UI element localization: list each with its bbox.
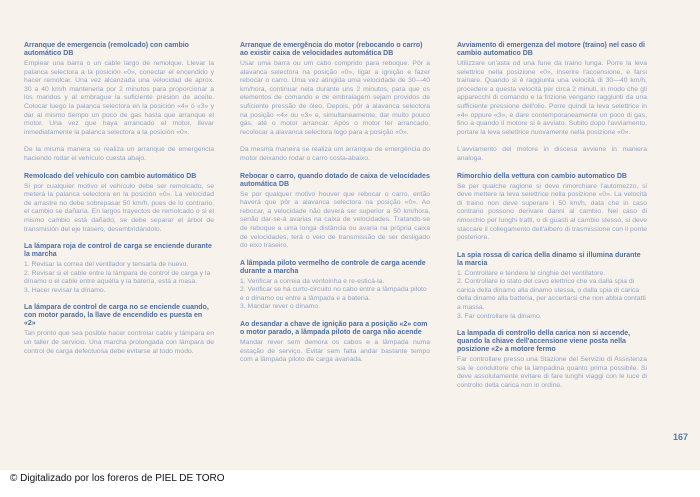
list-item: 1. Revisar la correa del ventilador y tensarla de nuevo. <box>24 261 189 269</box>
paragraph: Mandar rever sem demora os cabos e a lâmpada numa estação de serviço. Evitar sem falta andar bastante tempo com a lâmpada piloto de carga avariada. <box>240 339 430 364</box>
column-spanish <box>24 42 214 365</box>
heading: Rebocar o carro, quando dotado de caixa de velocidades automática DB <box>240 172 430 188</box>
list-item: 3. Far controllare la dinamo. <box>457 312 542 320</box>
paragraph: Emplear una barra o un cable largo de remolque. Llevar la palanca selectora a la posición «0», conectar el encendido y hacer remolcar. Una vez alcanzada una velocidad de aprox. 30 a 40 km/h mantenerla por 2 minutos para proporcionar a los mandos y al embrague la suficiente presión de aceite. Colocar luego la palanca selectora en la posición «4» ó «3» y dar al mismo tiempo un poco de gas hasta que arranque el motor. Una vez que haya arrancado el motor, llevar inmediatamente la palanca selectora a la posición «0». <box>24 60 214 136</box>
paragraph: De la misma manera se realiza un arranque de emergencia haciendo rodar el vehículo cuesta abajo. <box>24 146 214 162</box>
footer-credit: © Digitalizado por los foreros de PIEL DE TORO <box>10 473 225 484</box>
list-item: 1. Verificar a correia da ventoinha e re-esticá-la. <box>240 277 385 285</box>
paragraph: Tan pronto que sea posible hacer controlar cable y lámpara en un taller de servicio. Una marcha prolongada con lámpara de control de carga defectuosa debe evitarse al todo modo. <box>24 330 214 355</box>
heading: La lámpara roja de control de carga se enciende durante la marcha <box>24 243 212 259</box>
steps-list <box>457 270 647 322</box>
paragraph: Da mesma maneira se realiza um arranque de emergência do motor deixando rodar o carro costa-abaixo. <box>240 146 430 162</box>
steps-list <box>24 261 214 295</box>
list-item: 2. Controllare lo stato del cavo elettrico che va dalla spia di carica della dinamo alla dinamo stessa, o dalla spia di carica della dinamo alla batteria, per accertarsi che non abbia contatti a massa. <box>457 278 646 312</box>
column-portuguese <box>240 42 430 374</box>
list-item: 3. Mandar rever o dínamo. <box>240 303 321 311</box>
heading: Avviamento di emergenza del motore (traino) nel caso di cambio automatico DB <box>457 42 646 57</box>
heading: Arranque de emergência do motor (rebocando o carro) ao existir caixa de velocidades automática DB <box>240 42 423 57</box>
paragraph: Se per qualche ragione si deve rimorchiare l'automezzo, si deve mettere la leva selettrice nella posizione «0». La velocità di traino non deve superare i 50 km/h, data che in caso contrario possono derivare danni al cambio. Nel caso di rimorchio per lunghi tratti, o di guasti al cambio stesso, si deve staccare il collegamento dell'albero di trasmissione con il ponte posteriore. <box>457 182 647 242</box>
list-item: 2. Revisar si el cable entre la lámpara de control de carga y la dínamo o el cable entre aquélla y la batería, está a masa. <box>24 269 211 286</box>
heading: Rimorchio della vettura con cambio automatico DB <box>457 172 627 180</box>
heading: La lámpara de control de carga no se enciende cuando, con motor parado, la llave de encendido es puesta en «2» <box>24 304 209 328</box>
page-number: 167 <box>673 432 689 442</box>
heading: La lampada di controllo della carica non si accende, quando la chiave dell'accensione viene posta nella posizione «2» a motore fermo <box>457 330 631 354</box>
heading: Ao desandar a chave de ignição para a posição «2» com o motor parado, a lâmpada piloto de carga não acende <box>240 321 428 337</box>
paragraph: L'avviamento del motore in discesa avviene in maniera analoga. <box>457 146 647 162</box>
list-item: 2. Verificar se há curto-circuito no cabo entre a lâmpada piloto e o dínamo ou entre a lâmpada e a bateria. <box>240 286 427 302</box>
column-italian <box>457 42 647 400</box>
heading: A lâmpada piloto vermelho de controle de carga acende durante a marcha <box>240 259 426 275</box>
list-item: 3. Hacer revisar la dínamo. <box>24 286 106 294</box>
paragraph: Utilizzare un'asta od una fune da traino lunga. Porre la leva selettrice nella posizione «0», inserire l'accensione, e farsi trainare. Quando si è raggiunta una velocità di 30—40 km/h, procedere a questa velocità per circa 2 minuti, in modo che gli apparecchi di comando e la frizione vengano raggiunti da una sufficiente pressione dell'olio. Porre quindi la leva selettrice in «4» oppure «3», e dare contemporaneamente un poco di gas, fino a quando il motore si è avviato. Subito dopo l'avviamento, portare la leva selettrice nuovamente nella posizione «0». <box>457 60 647 136</box>
heading: Remolcado del vehículo con cambio automático DB <box>24 172 197 180</box>
paragraph: Usar uma barra ou um cabo comprido para reboque. Pôr a alavanca selectora na posição «0», ligar a ignição e fazer rebocar o carro. Uma vez atingida uma velocidade de 30—40 km/hora, continuar nela durante uns 2 minutos, para que os elementos de comando e de embraiagem sejam providos de suficiente pressão de óleo. Depois, pôr a alavanca selectora na posição «4» ou «3» e, simultaneamente, dar muito pouco gás, até o motor arrancar. Após o motor ter arrancado, recolocar a alavanca selectora logo para a posição «0». <box>240 60 430 136</box>
paragraph: Far controllare presso una Stazione del Servizio di Assistenza sia le conduttore che la lampadina quanto prima possibile. Si deve assolutamente evitare di fare lunghi viaggi con le luce di controllo della carica non in ordine. <box>457 356 647 390</box>
paragraph: Se por qualquer motivo houver que rebocar o carro, então haverá que pôr a alavanca selectora na posição «0». Ao rebocar, a velocidade não deverá ser superior a 50 km/hora, senão dar-se-á avarias na caixa de velocidades. Tratando-se de reboque a uma longa distância ou avaria na própria caixa de velocidades, terá o veio de transmissão de ser desligado do eixo traseiro. <box>240 190 430 250</box>
list-item: 1. Controllare e tendere le cinghie del ventilatore. <box>457 269 606 277</box>
paragraph: Si por cualquier motivo el vehículo debe ser remolcado, se meterá la palanca selectora en la posición «0». La velocidad de arrastre no debe sobrepasar 50 km/h, pues de lo contrario, el cambio se dañaría. En largos trayectos de remolcado o si el mismo cambio está dañado, se debe separar el árbol de transmisión del eje trasero, desembridándolo. <box>24 182 214 233</box>
steps-list <box>240 278 430 312</box>
heading: Arranque de emergencia (remolcado) con cambio automático DB <box>24 42 189 57</box>
heading: La spia rossa di carica della dinamo si illumina durante la marcia <box>457 251 641 267</box>
